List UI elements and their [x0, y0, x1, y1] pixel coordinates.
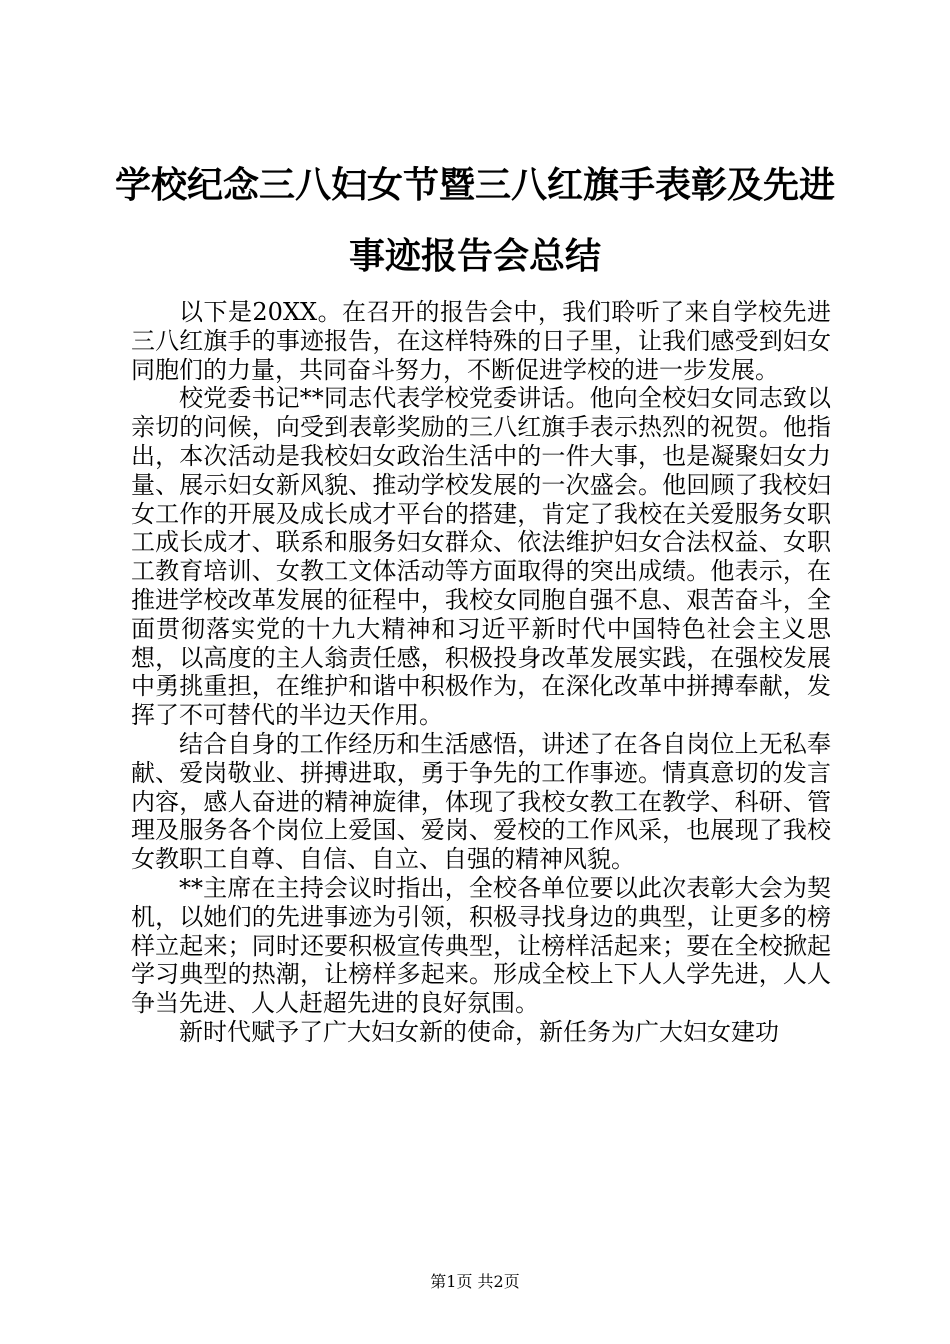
page-footer: 第1页 共2页 [430, 1272, 520, 1291]
paragraph-5: 新时代赋予了广大妇女新的使命，新任务为广大妇女建功 [179, 1017, 779, 1046]
paragraph-4: **主席在主持会议时指出，全校各单位要以此次表彰大会为契机，以她们的先进事迹为引领，积极寻找身边的典型，让更多的榜样立起来；同时还要积极宣传典型，让榜样活起来；要在全校掀起学习典型的热潮，让榜样多起来。形成全校上下人人学先进，人人争当先进、人人赶超先进的良好氛围。 [131, 873, 831, 1018]
paragraph-2: 校党委书记**同志代表学校党委讲话。他向全校妇女同志致以亲切的问候，向受到表彰奖励的三八红旗手表示热烈的祝贺。他指出，本次活动是我校妇女政治生活中的一件大事，也是凝聚妇女力量、展示妇女新风貌、推动学校发展的一次盛会。他回顾了我校妇女工作的开展及成长成才平台的搭建，肯定了我校在关爱服务女职工成长成才、联系和服务妇女群众、依法维护妇女合法权益、女职工教育培训、女教工文体活动等方面取得的突出成绩。他表示，在推进学校改革发展的征程中，我校女同胞自强不息、艰苦奋斗，全面贯彻落实党的十九大精神和习近平新时代中国特色社会主义思想，以高度的主人翁责任感，积极投身改革发展实践，在强校发展中勇挑重担，在维护和谐中积极作为，在深化改革中拼搏奉献，发挥了不可替代的半边天作用。 [131, 384, 831, 730]
document-title-line-1: 学校纪念三八妇女节暨三八红旗手表彰及先进 [114, 164, 835, 206]
paragraph-3: 结合自身的工作经历和生活感悟，讲述了在各自岗位上无私奉献、爱岗敬业、拼搏进取，勇于争先的工作事迹。情真意切的发言内容，感人奋进的精神旋律，体现了我校女教工在教学、科研、管理及服务各个岗位上爱国、爱岗、爱校的工作风采，也展现了我校女教职工自尊、自信、自立、自强的精神风貌。 [131, 729, 831, 874]
paragraph-1: 以下是20XX。在召开的报告会中，我们聆听了来自学校先进三八红旗手的事迹报告，在这样特殊的日子里，让我们感受到妇女同胞们的力量，共同奋斗努力，不断促进学校的进一步发展。 [131, 298, 831, 384]
document-body [131, 298, 831, 1047]
document-title-line-2: 事迹报告会总结 [348, 235, 601, 277]
